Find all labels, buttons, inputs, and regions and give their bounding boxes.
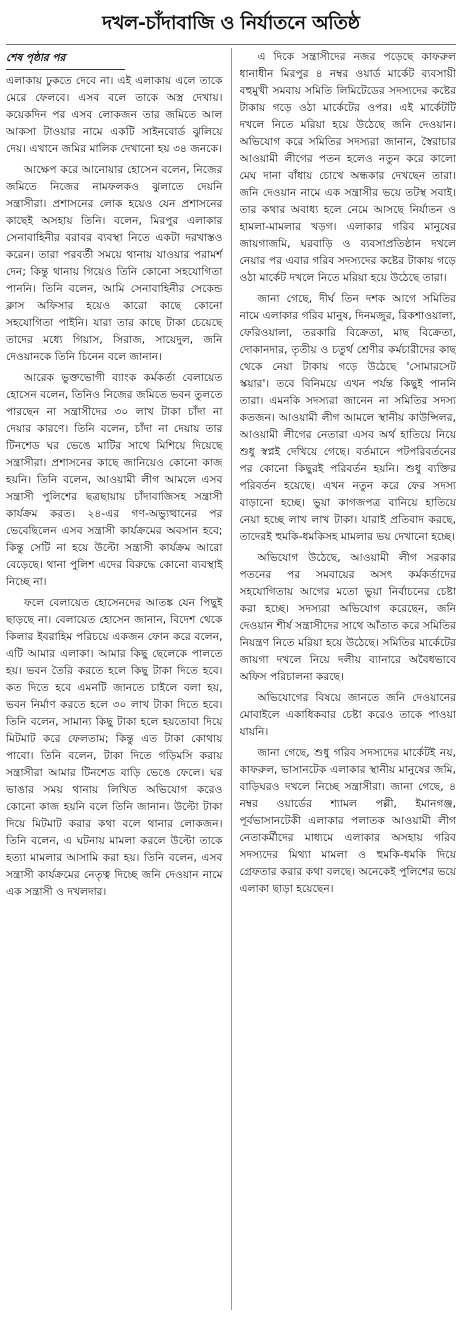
paragraph: ফলে বেলায়েত হোসেনদের আতঙ্ক যেন পিছুই ছাড়ছে না। বেলায়েত হোসেন জানান, বিদেশ থেকে কিলার ইবরাহিম পরিচয়ে একজন ফোন করে বলেন, এটি আমার এলাকা। আমার কিছু ছেলেকে পালতে হয়। ভবন তৈরি করতে হলে কিছু টাকা দিতে হবে। কত দিতে হবে এমনটি জানতে চাইলে বলা হয়, ভবন নির্মাণ করতে হলে ৩০ লাখ টাকা দিতে হবে। তিনি বলেন, সামান্য কিছু টাকা হলে হয়তোবা দিয়ে মিটমাট করে ফেলতাম; কিন্তু এত টাকা কোথায় পাবো। তিনি বলেন, টাকা দিতে গড়িমসি করায় সন্ত্রাসীরা আমার টিনশেড বাড়ি ভেঙে ফেলে। ঘর ভাঙার সময় থানায় লিখিত অভিযোগ করেও কোনো কাজ হয়নি বলে তিনি জানান। উল্টো টাকা দিয়ে মিটমাট করার কথা বলে থানার লোকজন। তিনি বলেন, এ ঘটনায় মামলা করলে উল্টো তাকে হত্যা মামলার আসামি করা হয়। তিনি বলেন, এসব সন্ত্রাসী কার্যক্রমের নেতৃত্ব দিচ্ছে জনি দেওয়ান নামে এক সন্ত্রাসী ও দখলদার। (6, 596, 223, 898)
article-column-left (6, 48, 223, 1310)
paragraph: আরেক ভুক্তভোগী ব্যাংক কর্মকর্তা বেলায়েত হোসেন বলেন, তিনিও নিজের জমিতে ভবন তুলতে পারছেন না সন্ত্রাসীদের ৩০ লাখ টাকা চাঁদা না দেয়ার কারণে। তিনি বলেন, চাঁদা না দেয়ায় তার টিনশেড ঘর ভেঙে মাটির সাথে মিশিয়ে দিয়েছে সন্ত্রাসীরা। প্রশাসনের কাছে জানিয়েও কোনো কাজ হয়নি। তিনি বলেন, আওয়ামী লীগ আমলে এসব সন্ত্রাসী পুলিশের ছত্রছায়ায় চাঁদাবাজিসহ সন্ত্রাসী কার্যক্রম করত। ২৪-এর গণ-অভ্যুত্থানের পর ভেবেছিলেন এসব সন্ত্রাসী কার্যক্রমের অবসান হবে; কিন্তু সেটি না হয়ে উল্টো সন্ত্রাসী কার্যক্রম আরো বেড়েছে। থানা পুলিশ এদের বিরুদ্ধে কোনো ব্যবস্থাই নিচ্ছে না। (6, 371, 223, 588)
newspaper-article (0, 8, 462, 1331)
article-column-right (240, 48, 457, 1310)
paragraph: আক্ষেপ করে আনোয়ার হোসেন বলেন, নিজের জমিতে নিজের নামফলকও ঝুলাতে দেয়নি সন্ত্রাসীরা। প্রশাসনের লোক হয়েও যেন প্রশাসনের কাছেই অসহায় তিনি। বলেন, মিরপুর এলাকার সেনাবাহিনীর বরাবর ব্যবস্থা নিতে একটা দরখাস্তও করেন। তারা পরবর্তী সময়ে থানায় যাওয়ার পরামর্শ দেন; কিন্তু থানায় গিয়েও তিনি কোনো সহযোগিতা পাননি। তিনি বলেন, আমি সেনাবাহিনীর সেকেন্ড ক্লাস অফিসার হয়েও কারো কাছে কোনো সহযোগিতা পাইনি। যারা তার কাছে টাকা চেয়েছে তাদের মধ্যে গিয়াস, সিরাজ, সায়েদুল, জনি দেওয়ানকে তিনি চিনেন বলে জানান। (6, 163, 223, 363)
paragraph: এলাকায় ঢুকতে দেবে না। এই এলাকায় এলে তাকে মেরে ফেলবে। এসব বলে তাকে অস্ত্র দেখায়। কয়েকদিন পর এসব লোকজন তার জমিতে আল আকসা টাওয়ার নামে একটি সাইনবোর্ড ঝুলিয়ে দেয়। এখানে জমির মালিক দেখানো হয় ৩৪ জনকে। (6, 74, 223, 155)
article-columns (6, 48, 456, 1310)
column-divider (231, 48, 232, 1310)
paragraph: জানা গেছে, দীর্ঘ তিন দশক আগে সমিতির নামে এলাকার গরিব মানুষ, দিনমজুর, রিকশাওয়ালা, ফেরিওয়ালা, তরকারি বিক্রেতা, মাছ বিক্রেতা, দোকানদার, তৃতীয় ও চতুর্থ শ্রেণীর কর্মচারীদের কাছ থেকে নেয়া টাকায় গড়ে উঠেছে 'সোমারসেট স্কয়ার'। তবে বিনিময়ে এখন পর্যন্ত কিছুই পাননি তারা। এমনকি সদস্যরা জানেন না সমিতির সদস্য কতজন। আওয়ামী লীগ আমলে স্থানীয় কাউন্সিলর, আওয়ামী লীগের নেতারা এসব অর্থ হাতিয়ে নিয়ে শুধু স্বপ্নই দেখিয়ে গেছে। বর্তমানে পটপরিবর্তনের পর কোনো কিছুরই পরিবর্তন হয়নি। শুধু ব্যক্তির পরিবর্তন হয়েছে। এখন নতুন করে ফের সদস্য বাড়ানো হচ্ছে। ভুয়া কাগজপত্র বানিয়ে হাতিয়ে নেয়া হচ্ছে লাখ লাখ টাকা। যারাই প্রতিবাদ করছে, তাদেরই হুমকি-ধমকিসহ মামলার ভয় দেখানো হচ্ছে। (239, 292, 457, 543)
paragraph: জানা গেছে, শুধু গরিব সদস্যদের মার্কেটই নয়, কাফরুল, ভাসানটেক এলাকার স্থানীয় মানুষের জমি, বাড়িঘরও দখলে নিচ্ছে সন্ত্রাসীরা। জানা গেছে, ৪ নম্বর ওয়ার্ডের শ্যামল পল্লী, ইমানগঞ্জ, পূর্বভাসানটেকী এলাকার পলাতক আওয়ামী লীগ নেতাকর্মীদের মাধ্যমে এলাকার অসহায় গরিব সদস্যদের মিথ্যা মামলা ও হুমকি-ধমকি দিয়ে গ্রেফতার করার কথা বলছে। অনেকেই পুলিশের ভয়ে এলাকা ছাড়া হয়েছেন। (239, 746, 457, 895)
article-headline: দখল-চাঁদাবাজি ও নির্যাতনে অতিষ্ঠ (102, 12, 360, 34)
paragraph: এ দিকে সন্ত্রাসীদের নজর পড়েছে কাফরুল ধানাধীন মিরপুর ৪ নম্বর ওয়ার্ড মার্কেট ব্যবসায়ী বহুমুখী সমবায় সমিতি লিমিটেডের সদস্যদের কষ্টের টাকায় গড়ে ওঠা মার্কেটের ওপর। এই মার্কেটটি দখলে নিতে মরিয়া হয়ে উঠেছে জনি দেওয়ান। অভিযোগ করে সমিতির সদস্যরা জানান, স্বৈরাচার আওয়ামী লীগের পতন হলেও নতুন করে কালো মেঘ দানা বাঁধায় চোখে অন্ধকার দেখছেন তারা। জনি দেওয়ান নামে এক সন্ত্রাসীর ভয়ে তটস্থ সবাই। তার কথার অবাধ্য হলে নেমে আসছে নির্যাতন ও হামলা-মামলার খড়গ। এলাকার গরিব মানুষের জায়গাজমি, ঘরবাড়ি ও ব্যবসাপ্রতিষ্ঠান দখলে নেয়ার পর এবার গরিব সদস্যদের কষ্টের টাকায় গড়ে ওঠা মার্কেট দখলে নিতে মরিয়া হয়ে উঠেছে তারা। (239, 50, 457, 284)
continuation-kicker: শেষ পৃষ্ঠার পর (6, 50, 125, 70)
paragraph: অভিযোগের বিষয়ে জানতে জনি দেওয়ানের মোবাইলে একাধিকবার চেষ্টা করেও তাকে পাওয়া যায়নি। (239, 691, 457, 738)
paragraph: অভিযোগ উঠেছে, আওয়ামী লীগ সরকার পতনের পর সমবায়ের অসৎ কর্মকর্তাদের সহযোগিতায় আগের মতো ভুয়া নির্বাচনের চেষ্টা করা হচ্ছে। সদস্যরা অভিযোগ করেছেন, জনি দেওয়ান শীর্ষ সন্ত্রাসীদের সাথে আঁতাত করে সমিতির নিয়ন্ত্রণ নিতে মরিয়া হয়ে উঠেছে। সমিতির মার্কেটের জায়গা দখলে নিয়ে দলীয় ব্যানারে অবৈধভাবে অফিস পরিচালনা করছে। (239, 551, 457, 683)
headline-rule (6, 44, 456, 45)
